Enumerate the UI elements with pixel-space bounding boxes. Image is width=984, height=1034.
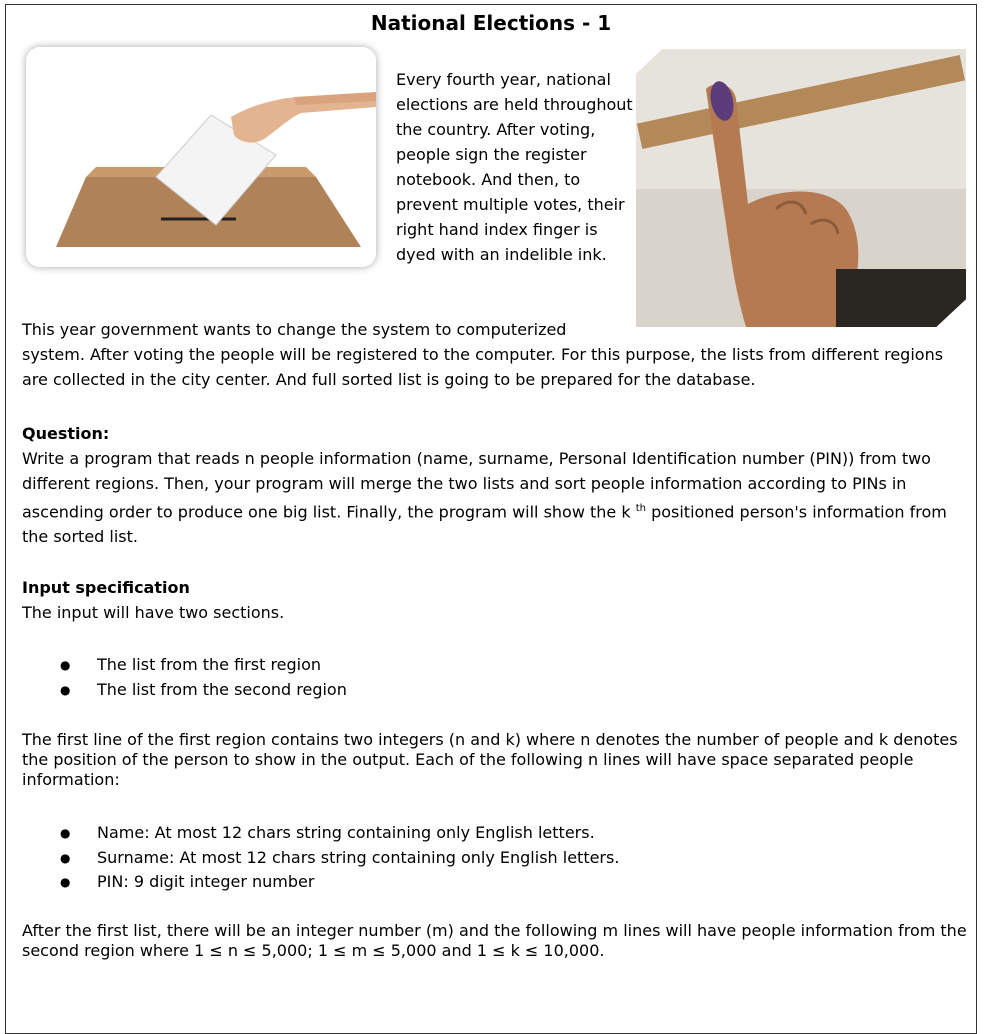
list-item: ● The list from the second region — [22, 678, 347, 703]
paragraph-intro-line: This year government wants to change the system to computerized — [22, 320, 567, 339]
fields-list — [22, 821, 619, 895]
second-list-description: After the first list, there will be an integer number (m) and the following m lines will have people information from the second region where 1 ≤ n ≤ 5,000; 1 ≤ m ≤ 5,000 and 1 ≤ k ≤ 10,000. — [22, 921, 967, 960]
sections-list — [22, 653, 347, 702]
input-spec-heading: Input specification — [22, 578, 190, 597]
problem-page — [5, 4, 977, 1034]
question-text — [22, 446, 972, 549]
list-item: ● The list from the first region — [22, 653, 347, 678]
intro-text: Every fourth year, national elections are held throughout the country. After voting, people sign the register notebook. And then, to prevent multiple votes, their right hand index finger is dyed with an indelible ink. — [396, 70, 633, 264]
paragraph-computerized-system: system. After voting the people will be registered to the computer. For this purpose, the lists from different regions are collected in the city center. And full sorted list is going to be prepared for the database. — [22, 345, 944, 389]
input-spec-intro: The input will have two sections. — [22, 603, 285, 622]
ballot-box-photo — [26, 47, 376, 267]
list-item: ● Name: At most 12 chars string containing only English letters. — [22, 821, 619, 846]
question-text-end: positioned person's information from the sorted list. — [22, 502, 947, 547]
question-heading: Question: — [22, 424, 110, 443]
question-text-main: Write a program that reads n people information (name, surname, Personal Identification number (PIN)) from two different regions. Then, your program will merge the two lists and sort people information according to PINs in ascending order to produce one big list. Finally, the program will show the k — [22, 449, 931, 522]
page-title: National Elections - 1 — [370, 11, 612, 35]
list-item: ● PIN: 9 digit integer number — [22, 870, 619, 895]
list-item: ● Surname: At most 12 chars string containing only English letters. — [22, 846, 619, 871]
first-region-description: The first line of the first region contains two integers (n and k) where n denotes the number of people and k denotes the position of the person to show in the output. Each of the following n lines will have space separated people information: — [22, 730, 958, 789]
superscript-th: th — [635, 503, 646, 514]
inked-finger-photo — [636, 49, 966, 327]
